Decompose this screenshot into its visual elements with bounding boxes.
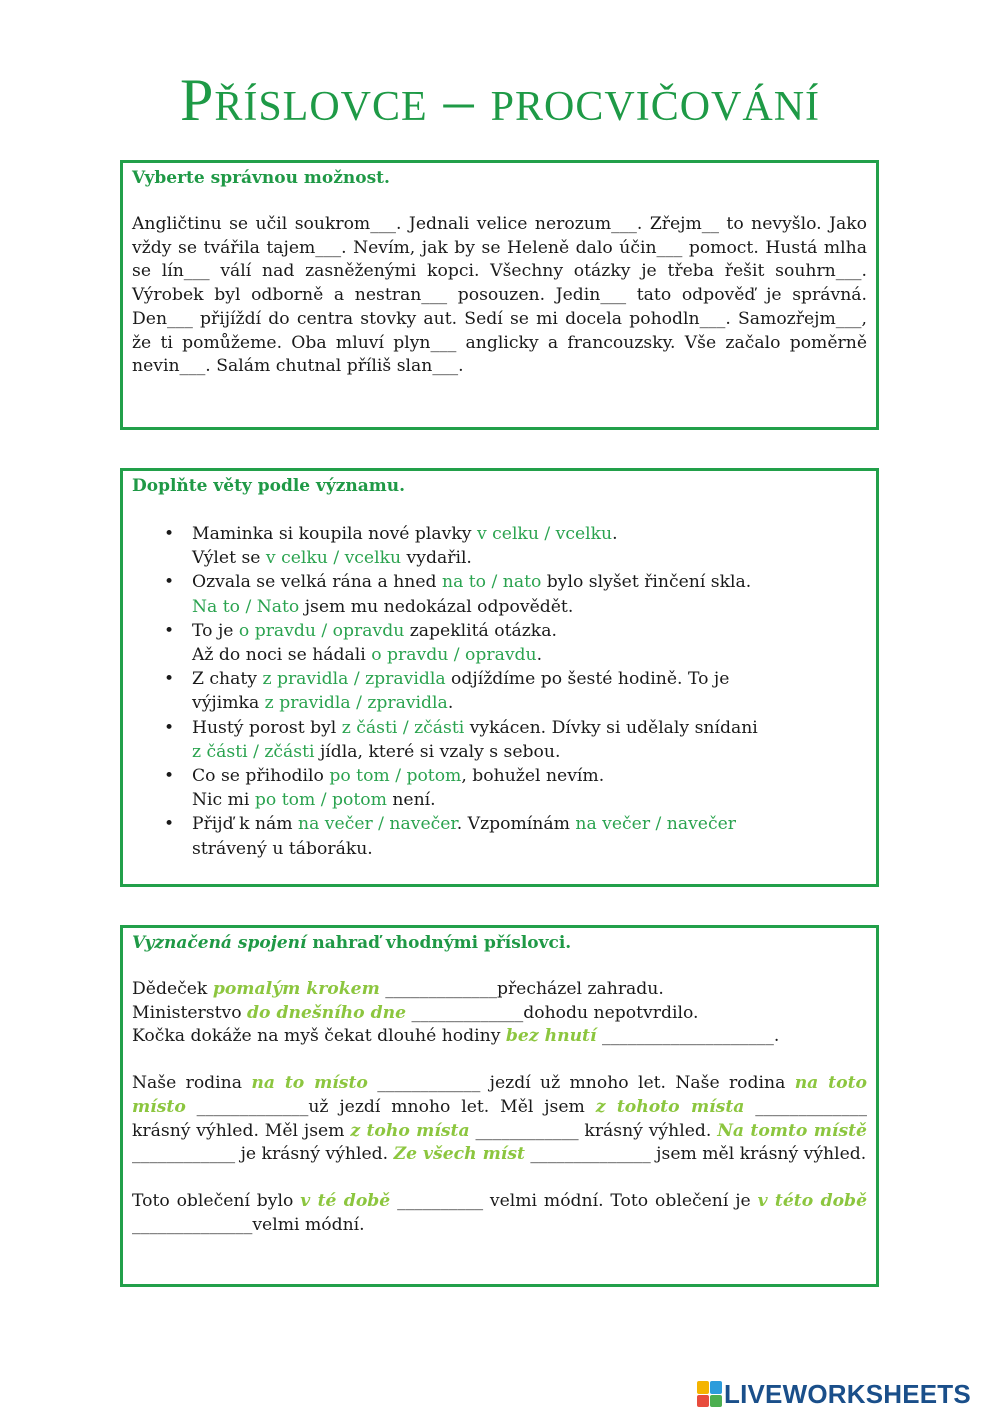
highlighted-phrase: do dnešního dne bbox=[247, 1002, 407, 1023]
option-choice[interactable]: na večer / navečer bbox=[575, 814, 736, 835]
list-item: • To je o pravdu / opravdu zapeklitá otázka. Až do noci se hádali o pravdu / opravdu. bbox=[192, 619, 867, 667]
answer-blank[interactable]: ______________ jsem měl krásný výhled. bbox=[524, 1144, 867, 1165]
option-choice[interactable]: z pravidla / zpravidla bbox=[264, 693, 448, 714]
exercise-paragraph-1 bbox=[132, 978, 867, 1049]
sentence-line: Kočka dokáže na myš čekat dlouhé hodiny bez hnutí ____________________. bbox=[132, 1026, 780, 1047]
list-item: • Co se přihodilo po tom / potom, bohužel nevím. Nic mi po tom / potom není. bbox=[192, 764, 867, 812]
option-choice[interactable]: o pravdu / opravdu bbox=[238, 620, 405, 641]
answer-blank[interactable]: ______________velmi módní. bbox=[132, 1214, 365, 1235]
sentence-list bbox=[132, 522, 867, 861]
exercise-heading: Vyberte správnou možnost. bbox=[132, 168, 390, 188]
liveworksheets-logo-icon bbox=[697, 1381, 722, 1407]
answer-blank[interactable]: ____________ jezdí už mnoho let. Naše rodina bbox=[367, 1073, 795, 1094]
option-choice[interactable]: Na to / Nato bbox=[192, 596, 300, 617]
page-title: Příslovce – procvičování bbox=[179, 67, 821, 133]
answer-blank[interactable]: ____________ krásný výhled. bbox=[469, 1120, 718, 1141]
sentence-line: Dědeček pomalým krokem _____________přecházel zahradu. bbox=[132, 979, 664, 999]
exercise-box-replace-phrases bbox=[120, 925, 879, 1287]
exercise-paragraph-3: Toto oblečení bylo v té době __________ velmi módní. Toto oblečení je v této době ______________velmi módní. bbox=[132, 1190, 868, 1235]
highlighted-phrase: pomalým krokem bbox=[212, 979, 380, 999]
option-choice[interactable]: z pravidla / zpravidla bbox=[262, 669, 446, 690]
highlighted-phrase: Ze všech míst bbox=[393, 1144, 525, 1165]
answer-blank[interactable]: _____________přecházel zahradu. bbox=[379, 979, 664, 999]
exercise-heading: Vyznačená spojení nahraď vhodnými příslovci. bbox=[132, 933, 572, 953]
highlighted-phrase: v té době bbox=[300, 1190, 391, 1211]
highlighted-phrase: z tohoto místa bbox=[595, 1096, 745, 1117]
list-item: • Přijď k nám na večer / navečer. Vzpomínám na večer / navečer strávený u táboráku. bbox=[192, 812, 867, 860]
list-item: • Maminka si koupila nové plavky v celku / vcelku. Výlet se v celku / vcelku vydařil. bbox=[192, 522, 867, 570]
sentence-line: Ministerstvo do dnešního dne _____________dohodu nepotvrdilo. bbox=[132, 1002, 699, 1023]
highlighted-phrase: bez hnutí bbox=[505, 1026, 597, 1047]
list-item: • Ozvala se velká rána a hned na to / nato bylo slyšet řinčení skla. Na to / Nato jsem mu nedokázal odpovědět. bbox=[192, 570, 867, 618]
highlighted-phrase: Na tomto místě bbox=[717, 1120, 867, 1141]
exercise-paragraph-2: Naše rodina na to místo ____________ jezdí už mnoho let. Naše rodina na toto místo _____________už jezdí mnoho let. Měl jsem z tohoto místa _____________ krásný výhled. Měl jsem z toho místa ____________ krásný výhled. Na tomto místě ____________ je krásný výhled. Ze všech míst ______________ jsem měl krásný výhled. bbox=[132, 1073, 867, 1165]
exercise-box-complete-sentences bbox=[120, 468, 879, 887]
exercise-heading: Doplňte věty podle významu. bbox=[132, 476, 406, 496]
option-choice[interactable]: v celku / vcelku bbox=[476, 524, 613, 544]
list-item: • Hustý porost byl z části / zčásti vykácen. Dívky si udělaly snídani z části / zčásti jídla, které si vzaly s sebou. bbox=[192, 716, 867, 764]
option-choice[interactable]: o pravdu / opravdu bbox=[371, 645, 537, 666]
answer-blank[interactable]: ____________ je krásný výhled. bbox=[132, 1144, 394, 1165]
answer-blank[interactable]: _____________dohodu nepotvrdilo. bbox=[406, 1002, 699, 1023]
highlighted-phrase: z toho místa bbox=[350, 1120, 470, 1141]
option-choice[interactable]: na to / nato bbox=[442, 572, 542, 593]
highlighted-phrase: v této době bbox=[757, 1190, 868, 1211]
highlighted-phrase: na toto místo bbox=[132, 1073, 867, 1117]
option-choice[interactable]: z části / zčásti bbox=[192, 741, 315, 762]
option-choice[interactable]: po tom / potom bbox=[329, 766, 462, 787]
exercise-box-choose-option bbox=[120, 160, 879, 430]
highlighted-phrase: na to místo bbox=[251, 1073, 368, 1094]
liveworksheets-logo[interactable] bbox=[697, 1378, 971, 1409]
option-choice[interactable]: po tom / potom bbox=[254, 790, 387, 811]
answer-blank[interactable]: _____________už jezdí mnoho let. Měl jsem bbox=[185, 1096, 596, 1117]
answer-blank[interactable]: _____________ krásný výhled. Měl jsem bbox=[132, 1096, 867, 1141]
brand-name: LIVEWORKSHEETS bbox=[724, 1378, 971, 1409]
option-choice[interactable]: v celku / vcelku bbox=[265, 548, 402, 569]
exercise-text: Angličtinu se učil soukrom___. Jednali velice nerozum___. Zřejm__ to nevyšlo. Jako vždy se tvářila tajem___. Nevím, jak by se Heleně dalo účin___ pomoct. Hustá mlha se lín___ válí nad zasněženými kopci. Všechny otázky je třeba řešit souhrn___. Výrobek byl odborně a nestran___ posouzen. Jedin___ tato odpověď je správná. Den___ přijíždí do centra stovky aut. Sedí se mi docela pohodln___. Samozřejm___, že ti pomůžeme. Oba mluví plyn___ anglicky a francouzsky. Vše začalo poměrně nevin___. Salám chutnal příliš slan___. bbox=[132, 214, 867, 377]
answer-blank[interactable]: __________ velmi módní. Toto oblečení je bbox=[390, 1190, 758, 1211]
option-choice[interactable]: na večer / navečer bbox=[298, 814, 457, 835]
answer-blank[interactable]: ____________________. bbox=[596, 1026, 780, 1047]
option-choice[interactable]: z části / zčásti bbox=[341, 717, 465, 738]
list-item: • Z chaty z pravidla / zpravidla odjíždíme po šesté hodině. To je výjimka z pravidla / zpravidla. bbox=[192, 667, 867, 715]
